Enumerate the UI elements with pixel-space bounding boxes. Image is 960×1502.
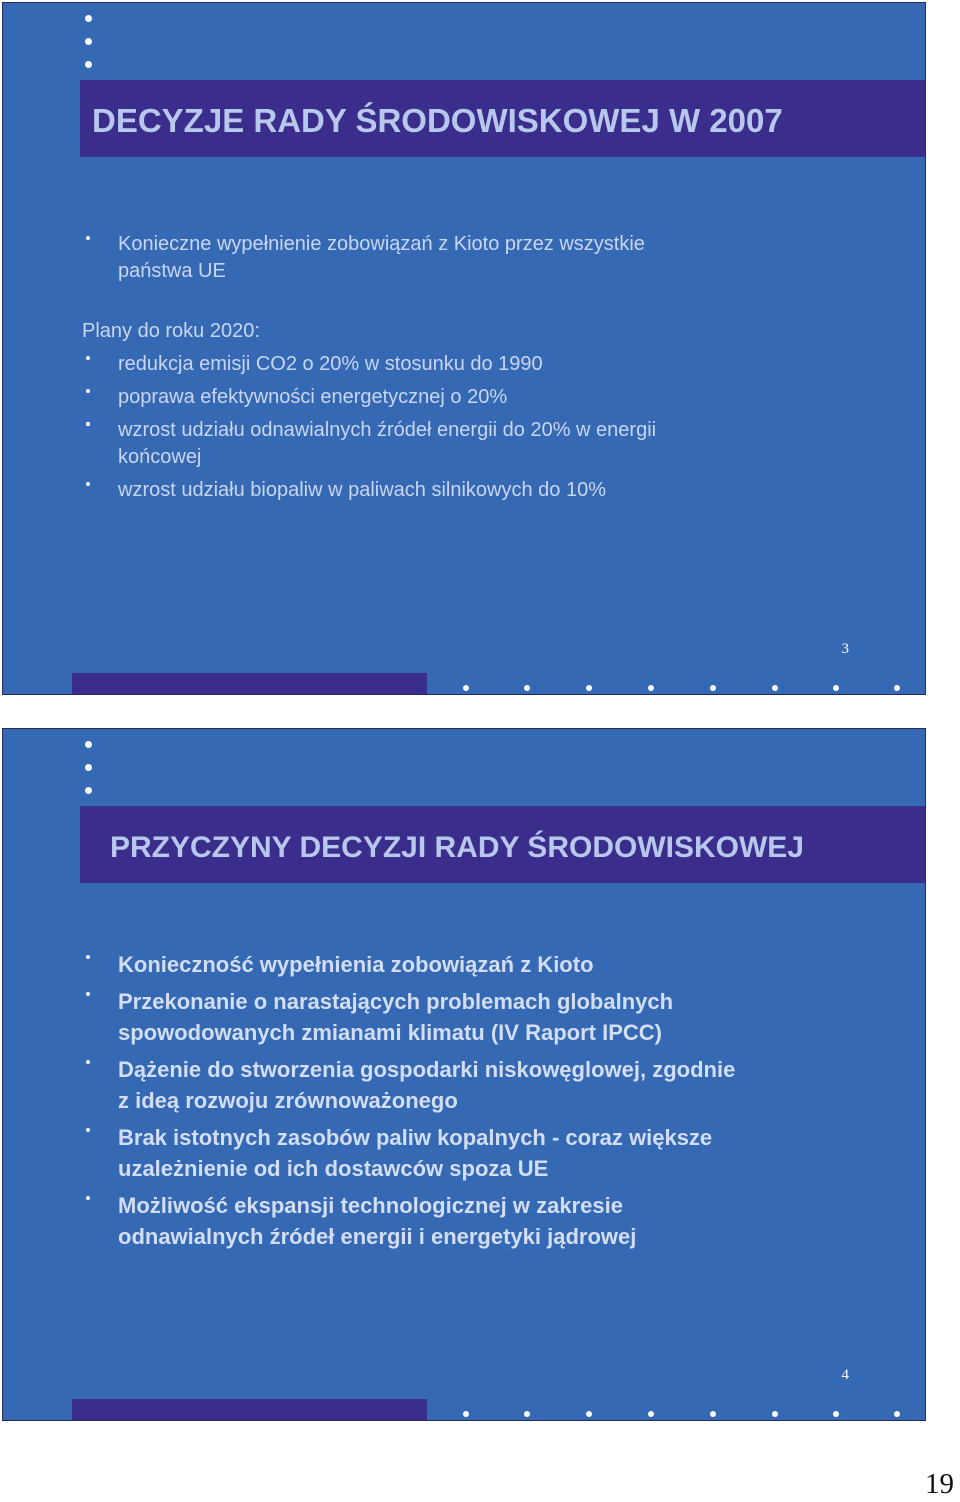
slide-4: [2, 728, 926, 1421]
slide-title: PRZYCZYNY DECYZJI RADY ŚRODOWISKOWEJ: [110, 831, 804, 864]
footer-bar: [72, 673, 427, 695]
bullet-item: wzrost udziału biopaliw w paliwach silnikowych do 10%: [82, 477, 902, 504]
footer-dot: [524, 1411, 530, 1417]
bullet-continuation: z ideą rozwoju zrównoważonego: [118, 1088, 458, 1113]
bullet-item: Możliwość ekspansji technologicznej w zakresie: [82, 1190, 902, 1221]
sheet-page-number: 19: [925, 1468, 954, 1500]
decor-dot: [85, 764, 92, 771]
title-band: [80, 806, 926, 883]
footer-dot: [710, 685, 716, 691]
slide-title: DECYZJE RADY ŚRODOWISKOWEJ W 2007: [92, 102, 783, 139]
bullet-continuation: końcowej: [118, 446, 202, 468]
decor-dot: [85, 61, 92, 68]
page-number: 3: [841, 641, 849, 657]
bullet-continuation: spowodowanych zmianami klimatu (IV Raport IPCC): [118, 1020, 662, 1045]
footer-dot: [894, 1411, 900, 1417]
footer-dot: [894, 685, 900, 691]
footer-dot: [586, 685, 592, 691]
section-label: Plany do roku 2020:: [82, 320, 260, 342]
bullet-item: Konieczne wypełnienie zobowiązań z Kioto przez wszystkie: [82, 231, 902, 258]
decor-dot: [85, 15, 92, 22]
page-number: 4: [841, 1367, 849, 1383]
slide-3: [2, 2, 926, 695]
bullet-continuation: uzależnienie od ich dostawców spoza UE: [118, 1156, 549, 1181]
footer-dot: [586, 1411, 592, 1417]
bullet-item: redukcja emisji CO2 o 20% w stosunku do 1990: [82, 351, 902, 378]
footer-dot: [463, 1411, 469, 1417]
decor-dot: [85, 787, 92, 794]
footer-dot: [648, 685, 654, 691]
footer-dot: [772, 685, 778, 691]
footer-bar: [72, 1399, 427, 1421]
bullet-item: Konieczność wypełnienia zobowiązań z Kioto: [82, 949, 902, 980]
footer-dot: [524, 685, 530, 691]
decor-dot: [85, 38, 92, 45]
footer-dot: [710, 1411, 716, 1417]
footer-dot: [833, 685, 839, 691]
bullet-item: wzrost udziału odnawialnych źródeł energii do 20% w energii: [82, 417, 902, 444]
bullet-continuation: odnawialnych źródeł energii i energetyki jądrowej: [118, 1224, 637, 1249]
bullet-continuation: państwa UE: [118, 260, 226, 282]
footer-dot: [772, 1411, 778, 1417]
bullet-item: Przekonanie o narastających problemach globalnych: [82, 986, 902, 1017]
bullet-item: Brak istotnych zasobów paliw kopalnych - coraz większe: [82, 1122, 902, 1153]
footer-dot: [648, 1411, 654, 1417]
title-band: [80, 80, 926, 157]
decor-dot: [85, 741, 92, 748]
bullet-item: poprawa efektywności energetycznej o 20%: [82, 384, 902, 411]
footer-dot: [833, 1411, 839, 1417]
slide-body: [82, 231, 902, 504]
slide-body: [82, 949, 902, 1252]
bullet-item: Dążenie do stworzenia gospodarki niskowęglowej, zgodnie: [82, 1054, 902, 1085]
footer-dot: [463, 685, 469, 691]
